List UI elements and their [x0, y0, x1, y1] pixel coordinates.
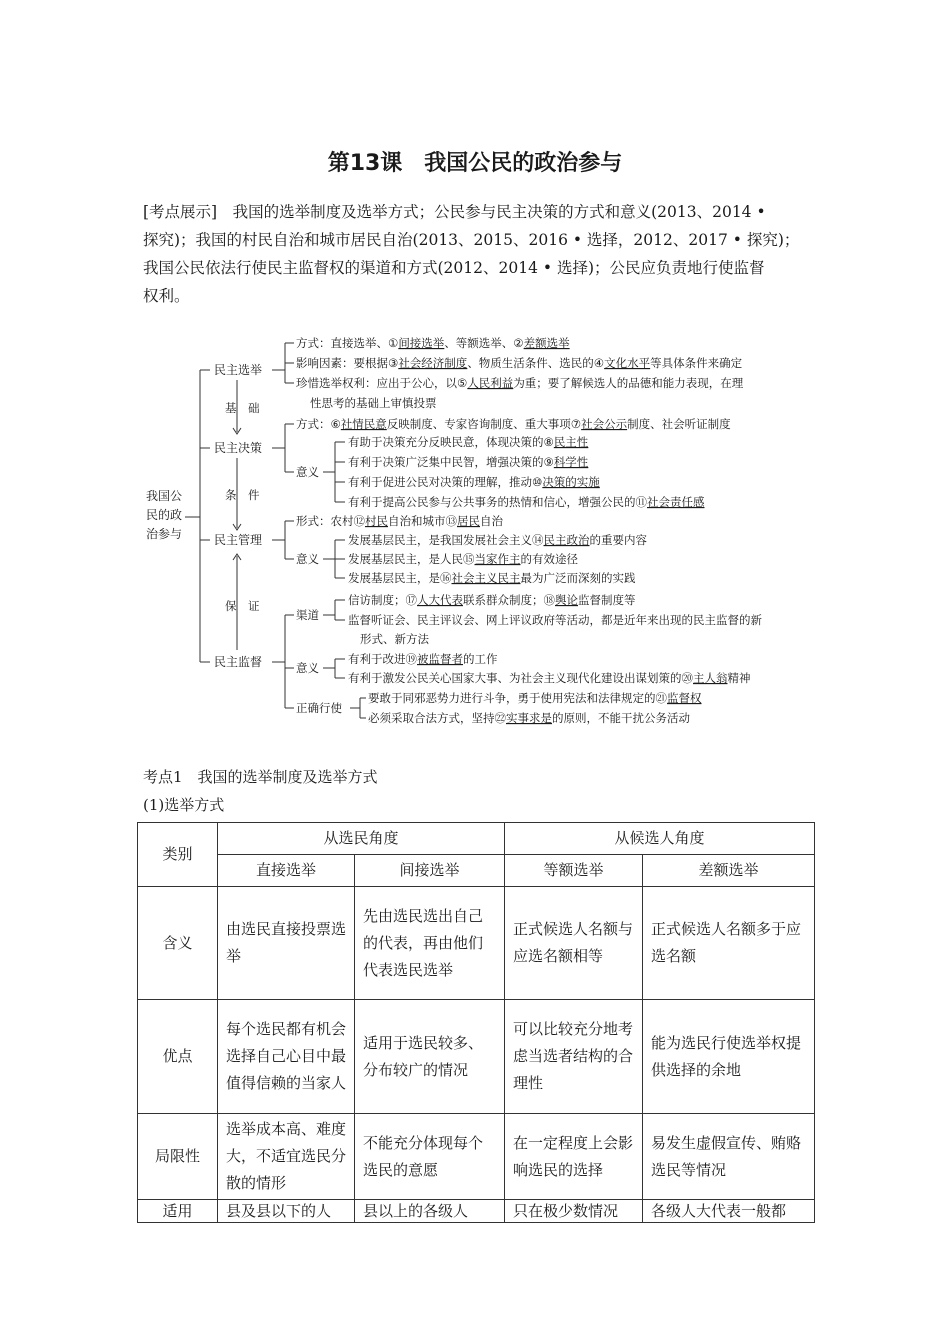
table-cell: 在一定程度上会影响选民的选择: [505, 1114, 643, 1200]
root-label: 民的政: [146, 508, 183, 522]
table-row-label: 适用: [138, 1200, 218, 1223]
supervision-meaning-label: 意义: [296, 661, 319, 675]
supervision-meaning-1: 有利于改进⑲被监督者的工作: [348, 652, 498, 666]
election-methods-table: [137, 822, 815, 1223]
table-row-label: 优点: [138, 1000, 218, 1114]
table-header-row: [138, 823, 815, 855]
node-supervision: 民主监督: [214, 655, 263, 669]
table-cell: 正式候选人名额与应选名额相等: [505, 887, 643, 1000]
supervision-correct-label: 正确行使: [296, 701, 342, 715]
node-management: 民主管理: [214, 533, 263, 547]
table-row: [138, 1114, 815, 1200]
table-header-cell: 直接选举: [218, 855, 355, 887]
section-subheading: (1)选举方式: [143, 796, 225, 814]
election-cherish-cont: 性思考的基础上审慎投票: [310, 396, 437, 410]
table-cell: 可以比较充分地考虑当选者结构的合理性: [505, 1000, 643, 1114]
supervision-channel-label: 渠道: [296, 608, 319, 622]
link-foundation: 基 础: [225, 401, 260, 415]
table-cell: 每个选民都有机会选择自己心目中最值得信赖的当家人: [218, 1000, 355, 1114]
management-form: 形式：农村⑫村民自治和城市⑬居民自治: [296, 514, 503, 528]
table-cell: 不能充分体现每个选民的意愿: [355, 1114, 505, 1200]
table-row: [138, 887, 815, 1000]
table-row-label: 局限性: [138, 1114, 218, 1200]
supervision-channel-2: 监督听证会、民主评议会、网上评议政府等活动，都是近年来出现的民主监督的新: [348, 613, 762, 627]
table-header-cell: 从候选人角度: [505, 823, 815, 855]
intro-line: 我国公民依法行使民主监督权的渠道和方式(2012、2014 • 选择)；公民应负责地行使监督: [143, 259, 765, 277]
management-meaning-label: 意义: [296, 552, 319, 566]
table-cell: 先由选民选出自己的代表，再由他们代表选民选举: [355, 887, 505, 1000]
table-cell: 适用于选民较多、分布较广的情况: [355, 1000, 505, 1114]
table-header-cell: 类别: [138, 823, 218, 887]
intro-line: [考点展示] 我国的选举制度及选举方式；公民参与民主决策的方式和意义(2013、2014 •: [143, 203, 766, 221]
table-cell: 能为选民行使选举权提供选择的余地: [643, 1000, 815, 1114]
decision-method: 方式：⑥社情民意反映制度、专家咨询制度、重大事项⑦社会公示制度、社会听证制度: [296, 417, 731, 431]
decision-meaning-3: 有利于促进公民对决策的理解，推动⑩决策的实施: [348, 475, 600, 489]
table-row: [138, 1000, 815, 1114]
supervision-meaning-2: 有利于激发公民关心国家大事、为社会主义现代化建设出谋划策的⑳主人翁精神: [348, 671, 751, 685]
page-title: 第13课 我国公民的政治参与: [327, 151, 623, 176]
section-heading: 考点1 我国的选举制度及选举方式: [143, 768, 378, 786]
table-cell: 各级人大代表一般都: [643, 1200, 815, 1223]
table-cell: 由选民直接投票选举: [218, 887, 355, 1000]
table-header-row: [138, 855, 815, 887]
table-cell: 县及县以下的人: [218, 1200, 355, 1223]
intro-line: 探究)；我国的村民自治和城市居民自治(2013、2015、2016 • 选择，2012、2017 • 探究)；: [143, 231, 800, 249]
table-header-cell: 差额选举: [643, 855, 815, 887]
decision-meaning-4: 有利于提高公民参与公共事务的热情和信心，增强公民的⑪社会责任感: [348, 495, 705, 509]
election-cherish: 珍惜选举权利：应出于公心，以⑤人民利益为重；要了解候选人的品德和能力表现，在理: [296, 376, 744, 390]
link-guarantee: 保 证: [225, 599, 260, 613]
root-label: 治参与: [146, 527, 183, 541]
intro-line: 权利。: [143, 287, 190, 305]
supervision-correct-2: 必须采取合法方式，坚持㉒实事求是的原则，不能干扰公务活动: [368, 711, 690, 725]
decision-meaning-label: 意义: [296, 465, 319, 479]
table-header-cell: 从选民角度: [218, 823, 505, 855]
supervision-channel-1: 信访制度；⑰人大代表联系群众制度；⑱舆论监督制度等: [348, 593, 636, 607]
link-condition: 条 件: [225, 488, 260, 502]
table-cell: 只在极少数情况: [505, 1200, 643, 1223]
management-meaning-1: 发展基层民主，是我国发展社会主义⑭民主政治的重要内容: [348, 533, 647, 547]
table-cell: 县以上的各级人: [355, 1200, 505, 1223]
supervision-correct-1: 要敢于同邪恶势力进行斗争，勇于使用宪法和法律规定的㉑监督权: [368, 691, 702, 705]
root-label: 我国公: [146, 489, 183, 503]
election-factors: 影响因素：要根据③社会经济制度、物质生活条件、选民的④文化水平等具体条件来确定: [296, 356, 743, 370]
table-cell: 易发生虚假宣传、贿赂选民等情况: [643, 1114, 815, 1200]
node-election: 民主选举: [214, 363, 263, 377]
management-meaning-3: 发展基层民主，是⑯社会主义民主最为广泛而深刻的实践: [348, 571, 636, 585]
table-header-cell: 等额选举: [505, 855, 643, 887]
table-row-label: 含义: [138, 887, 218, 1000]
decision-meaning-2: 有利于决策广泛集中民智，增强决策的⑨科学性: [348, 455, 589, 469]
supervision-channel-2-cont: 形式、新方法: [360, 632, 429, 646]
node-decision: 民主决策: [214, 441, 263, 455]
table-row: [138, 1200, 815, 1223]
table-header-cell: 间接选举: [355, 855, 505, 887]
decision-meaning-1: 有助于决策充分反映民意，体现决策的⑧民主性: [348, 435, 589, 449]
table-cell: 正式候选人名额多于应选名额: [643, 887, 815, 1000]
election-method: 方式：直接选举、①间接选举、等额选举、②差额选举: [296, 336, 570, 350]
management-meaning-2: 发展基层民主，是人民⑮当家作主的有效途径: [348, 552, 578, 566]
table-cell: 选举成本高、难度大，不适宜选民分散的情形: [218, 1114, 355, 1200]
